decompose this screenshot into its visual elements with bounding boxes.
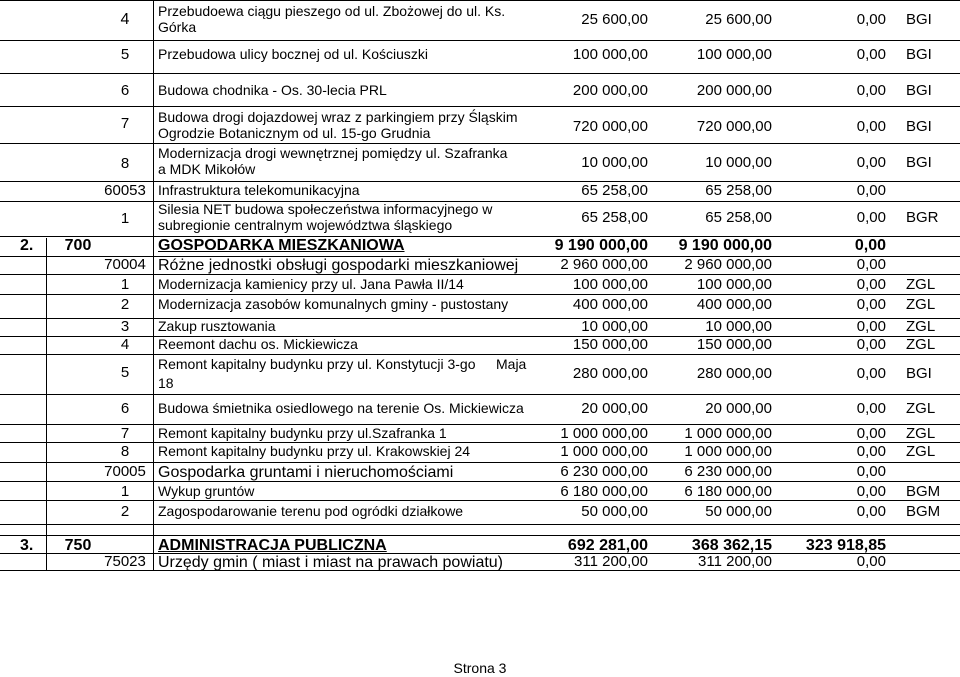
row-value-2: 100 000,00: [696, 276, 772, 293]
row-value-1: 311 200,00: [574, 553, 648, 570]
row-number: 5: [120, 364, 130, 381]
row-value-1: 280 000,00: [572, 365, 648, 382]
row-number: 4: [120, 336, 130, 353]
row-description: Modernizacja zasobów komunalnych gminy - pustostany: [158, 296, 509, 312]
grid-hline: [0, 73, 960, 74]
row-value-2: 1 000 000,00: [684, 425, 772, 442]
row-number: 1: [120, 483, 130, 500]
row-value-3: 0,00: [856, 11, 886, 28]
row-source: ZGL: [906, 336, 936, 353]
row-description: Przebudowa ulicy bocznej od ul. Kościuszki: [158, 46, 429, 62]
row-value-1: 65 258,00: [581, 209, 648, 226]
row-value-1: 150 000,00: [572, 336, 648, 353]
row-value-2: 10 000,00: [705, 318, 772, 335]
row-source: BGR: [906, 209, 939, 226]
row-source: BGI: [906, 82, 932, 99]
row-value-2: 150 000,00: [696, 336, 772, 353]
row-number: 6: [120, 82, 130, 99]
row-value-3: 0,00: [854, 237, 886, 254]
grid-hline: [0, 424, 960, 425]
row-value-2: 6 230 000,00: [684, 463, 772, 480]
grid-hline: [0, 40, 960, 41]
row-value-3: 323 918,85: [805, 537, 886, 554]
row-source: ZGL: [906, 296, 936, 313]
row-value-1: 6 230 000,00: [560, 463, 648, 480]
row-number: 70004: [104, 256, 146, 273]
row-value-2: 311 200,00: [698, 553, 772, 570]
row-number: 7: [120, 115, 130, 132]
row-value-2: 50 000,00: [705, 503, 772, 520]
row-value-3: 0,00: [856, 463, 886, 480]
grid-hline: [0, 143, 960, 144]
row-value-1: 200 000,00: [572, 82, 648, 99]
row-value-1: 720 000,00: [572, 118, 648, 135]
row-number: 3: [120, 318, 130, 335]
row-value-1: 6 180 000,00: [560, 483, 648, 500]
row-source: BGI: [906, 154, 932, 171]
row-description: Zagospodarowanie terenu pod ogródki działkowe: [158, 503, 464, 519]
row-number: 5: [120, 46, 130, 63]
row-value-1: 692 281,00: [567, 537, 648, 554]
row-value-2: 9 190 000,00: [678, 237, 772, 254]
row-value-2: 25 600,00: [705, 11, 772, 28]
row-number: 60053: [104, 182, 146, 199]
row-source: BGM: [906, 483, 941, 500]
row-value-3: 0,00: [856, 182, 886, 199]
row-value-3: 0,00: [856, 82, 886, 99]
row-description: Infrastruktura telekomunikacyjna: [158, 182, 360, 198]
row-number: 1: [120, 210, 130, 227]
row-description: Gospodarka gruntami i nieruchomościami: [158, 464, 454, 481]
row-value-3: 0,00: [856, 553, 886, 570]
grid-hline: [0, 354, 960, 355]
row-description: Budowa śmietnika osiedlowego na terenie Os. Mickiewicza: [158, 400, 524, 416]
grid-hline: [0, 0, 960, 1]
row-value-3: 0,00: [856, 483, 886, 500]
row-description-extra: Maja: [496, 356, 527, 372]
row-description: Modernizacja kamienicy przy ul. Jana Pawła II/14: [158, 276, 464, 292]
row-value-1: 100 000,00: [572, 46, 648, 63]
row-value-1: 1 000 000,00: [560, 443, 648, 460]
table-row: [0, 3, 960, 40]
row-description: Budowa chodnika - Os. 30-lecia PRL: [158, 82, 387, 98]
row-value-1: 50 000,00: [581, 503, 648, 520]
row-description-line2: 18: [158, 375, 174, 391]
grid-vline: [153, 0, 154, 570]
row-description: ADMINISTRACJA PUBLICZNA: [158, 537, 387, 554]
row-number: 2: [120, 503, 130, 520]
row-value-1: 10 000,00: [581, 154, 648, 171]
row-value-3: 0,00: [856, 256, 886, 273]
row-value-2: 1 000 000,00: [684, 443, 772, 460]
row-value-3: 0,00: [856, 443, 886, 460]
row-source: ZGL: [906, 276, 936, 293]
row-description: Remont kapitalny budynku przy ul.Szafranka 1: [158, 425, 447, 441]
row-value-2: 280 000,00: [696, 365, 772, 382]
row-source: ZGL: [906, 400, 936, 417]
row-number: 75023: [104, 553, 146, 570]
row-value-2: 720 000,00: [696, 118, 772, 135]
row-value-3: 0,00: [856, 209, 886, 226]
row-number: 1: [120, 276, 130, 293]
row-value-2: 2 960 000,00: [684, 256, 772, 273]
row-value-2: 10 000,00: [705, 154, 772, 171]
row-value-2: 6 180 000,00: [684, 483, 772, 500]
row-source: ZGL: [906, 443, 936, 460]
grid-hline: [0, 535, 960, 536]
row-description: Wykup gruntów: [158, 483, 255, 499]
row-description: Silesia NET budowa społeczeństwa informacyjnego w subregionie centralnym województwa śląskiego: [158, 201, 493, 233]
row-description: Budowa drogi dojazdowej wraz z parkingiem przy Śląskim Ogrodzie Botanicznym od ul. 15-go Grudnia: [158, 109, 518, 141]
row-description: Zakup rusztowania: [158, 318, 276, 334]
row-value-1: 400 000,00: [572, 296, 648, 313]
row-source: ZGL: [906, 318, 936, 335]
grid-hline: [0, 394, 960, 395]
row-value-1: 20 000,00: [581, 400, 648, 417]
row-source: BGI: [906, 11, 932, 28]
row-description: Urzędy gmin ( miast i miast na prawach powiatu): [158, 554, 504, 571]
row-number: 750: [64, 537, 92, 554]
row-value-1: 1 000 000,00: [560, 425, 648, 442]
row-description: Remont kapitalny budynku przy ul. Krakowskiej 24: [158, 443, 471, 459]
row-description: Modernizacja drogi wewnętrznej pomiędzy ul. Szafranka a MDK Mikołów: [158, 145, 508, 177]
grid-hline: [0, 524, 960, 525]
row-value-3: 0,00: [856, 118, 886, 135]
row-number: 70005: [104, 463, 146, 480]
row-value-1: 2 960 000,00: [560, 256, 648, 273]
row-description: Przebudoewa ciągu pieszego od ul. Zbożowej do ul. Ks. Górka: [158, 3, 506, 35]
row-value-2: 65 258,00: [705, 182, 772, 199]
row-value-3: 0,00: [856, 318, 886, 335]
row-number: 2: [120, 296, 130, 313]
row-value-3: 0,00: [856, 425, 886, 442]
row-value-2: 20 000,00: [705, 400, 772, 417]
row-number: 8: [120, 443, 130, 460]
row-value-1: 25 600,00: [581, 11, 648, 28]
grid-hline: [0, 294, 960, 295]
row-value-1: 65 258,00: [581, 182, 648, 199]
row-number: 4: [120, 11, 130, 28]
grid-hline: [0, 106, 960, 107]
row-value-3: 0,00: [856, 276, 886, 293]
row-value-3: 0,00: [856, 154, 886, 171]
row-number: 8: [120, 155, 130, 172]
row-value-1: 10 000,00: [581, 318, 648, 335]
row-number: 700: [64, 237, 92, 254]
row-value-2: 368 362,15: [691, 537, 772, 554]
row-source: BGI: [906, 365, 932, 382]
row-value-2: 100 000,00: [696, 46, 772, 63]
row-value-3: 0,00: [856, 400, 886, 417]
row-number: 6: [120, 400, 130, 417]
row-value-2: 200 000,00: [696, 82, 772, 99]
row-value-1: 9 190 000,00: [554, 237, 648, 254]
section-number: 3.: [20, 537, 34, 554]
row-source: BGM: [906, 503, 941, 520]
row-description: Remont kapitalny budynku przy ul. Konstytucji 3-go: [158, 356, 476, 372]
row-value-3: 0,00: [856, 46, 886, 63]
row-source: BGI: [906, 46, 932, 63]
row-value-3: 0,00: [856, 296, 886, 313]
row-value-3: 0,00: [856, 365, 886, 382]
grid-hline: [0, 481, 960, 482]
section-number: 2.: [20, 237, 34, 254]
row-source: ZGL: [906, 425, 936, 442]
row-description: GOSPODARKA MIESZKANIOWA: [158, 237, 405, 254]
row-value-3: 0,00: [856, 336, 886, 353]
row-description: Reemont dachu os. Mickiewicza: [158, 336, 358, 352]
row-value-2: 400 000,00: [696, 296, 772, 313]
row-value-2: 65 258,00: [705, 209, 772, 226]
row-value-3: 0,00: [856, 503, 886, 520]
row-value-1: 100 000,00: [572, 276, 648, 293]
grid-vline: [46, 238, 47, 570]
row-source: BGI: [906, 118, 932, 135]
page-footer: Strona 3: [453, 660, 507, 676]
row-number: 7: [120, 425, 130, 442]
row-description: Różne jednostki obsługi gospodarki mieszkaniowej: [158, 257, 519, 274]
